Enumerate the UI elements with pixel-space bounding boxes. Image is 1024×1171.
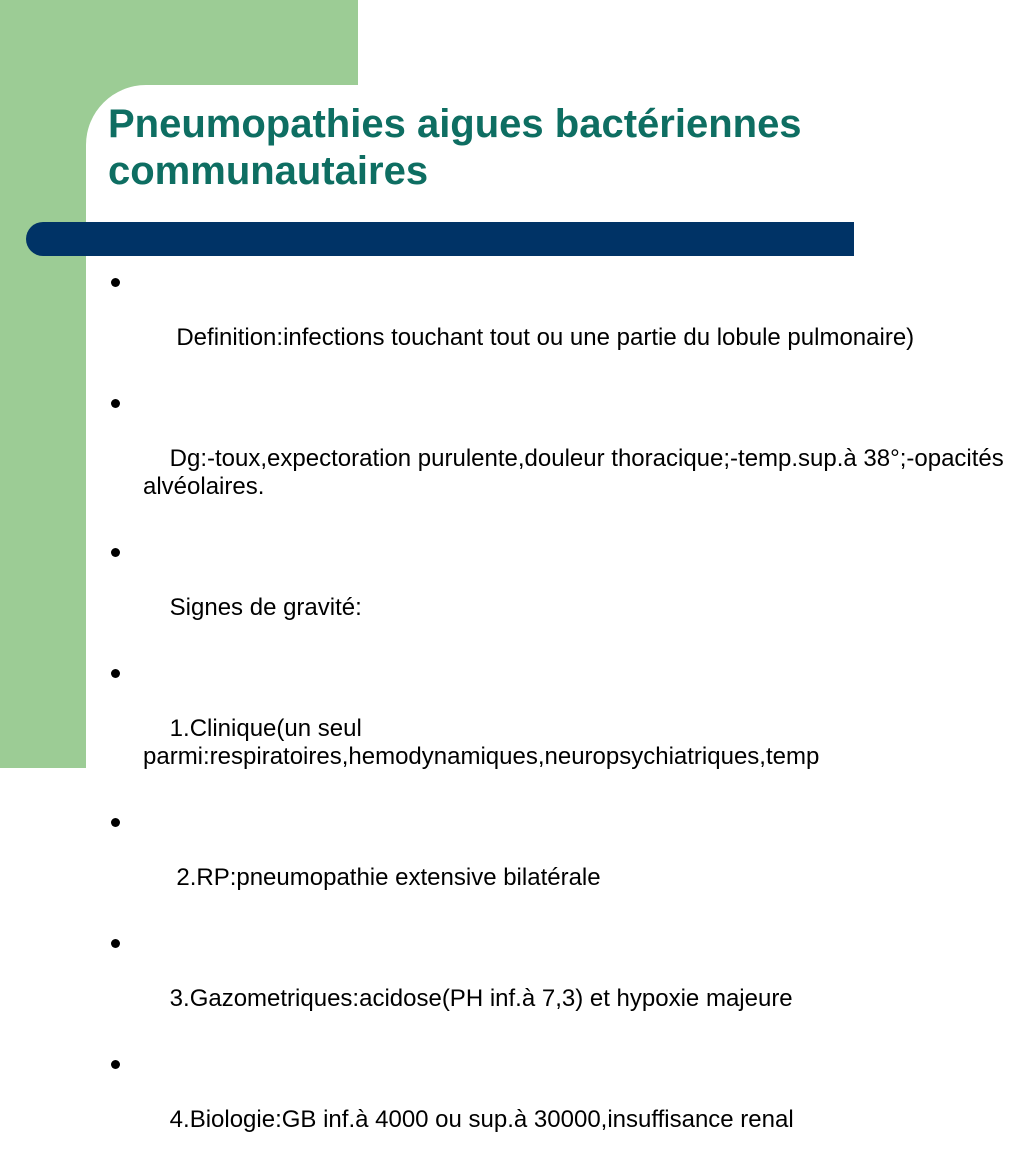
bullet-dot-icon bbox=[111, 399, 120, 408]
bullet-dot-icon bbox=[111, 669, 120, 678]
bullet-dot-icon bbox=[111, 1060, 120, 1069]
bullet-dot-icon bbox=[111, 818, 120, 827]
bullet-text: 4.Biologie:GB inf.à 4000 ou sup.à 30000,insuffisance renal bbox=[169, 1106, 794, 1133]
bullet-text: 1.Clinique(un seul parmi:respiratoires,hemodynamiques,neuropsychiatriques,temp bbox=[143, 715, 820, 770]
bullet-dot-icon bbox=[111, 939, 120, 948]
bullet-item-diagnostic bbox=[110, 389, 1010, 529]
bullet-text: 3.Gazometriques:acidose(PH inf.à 7,3) et hypoxie majeure bbox=[169, 985, 793, 1012]
bullet-text: 2.RP:pneumopathie extensive bilatérale bbox=[169, 864, 601, 891]
title-underline-bar bbox=[26, 222, 854, 256]
bullet-dot-icon bbox=[111, 278, 120, 287]
bullet-item-radiology bbox=[110, 808, 1010, 920]
bullet-item-severity-signs bbox=[110, 538, 1010, 650]
bullet-text: Dg:-toux,expectoration purulente,douleur thoracique;-temp.sup.à 38°;-opacités alvéolaires. bbox=[143, 445, 1011, 500]
bullet-item-clinical bbox=[110, 659, 1010, 799]
bullet-text: Definition:infections touchant tout ou une partie du lobule pulmonaire) bbox=[169, 324, 915, 351]
bullet-item-definition bbox=[110, 268, 1010, 380]
bullet-text: Signes de gravité: bbox=[169, 594, 362, 621]
bullet-item-gasometry bbox=[110, 929, 1010, 1041]
bullet-item-biology bbox=[110, 1050, 1010, 1162]
bullet-list bbox=[110, 268, 1010, 1171]
bullet-dot-icon bbox=[111, 548, 120, 557]
slide-title: Pneumopathies aigues bactériennes communautaires bbox=[108, 102, 802, 193]
